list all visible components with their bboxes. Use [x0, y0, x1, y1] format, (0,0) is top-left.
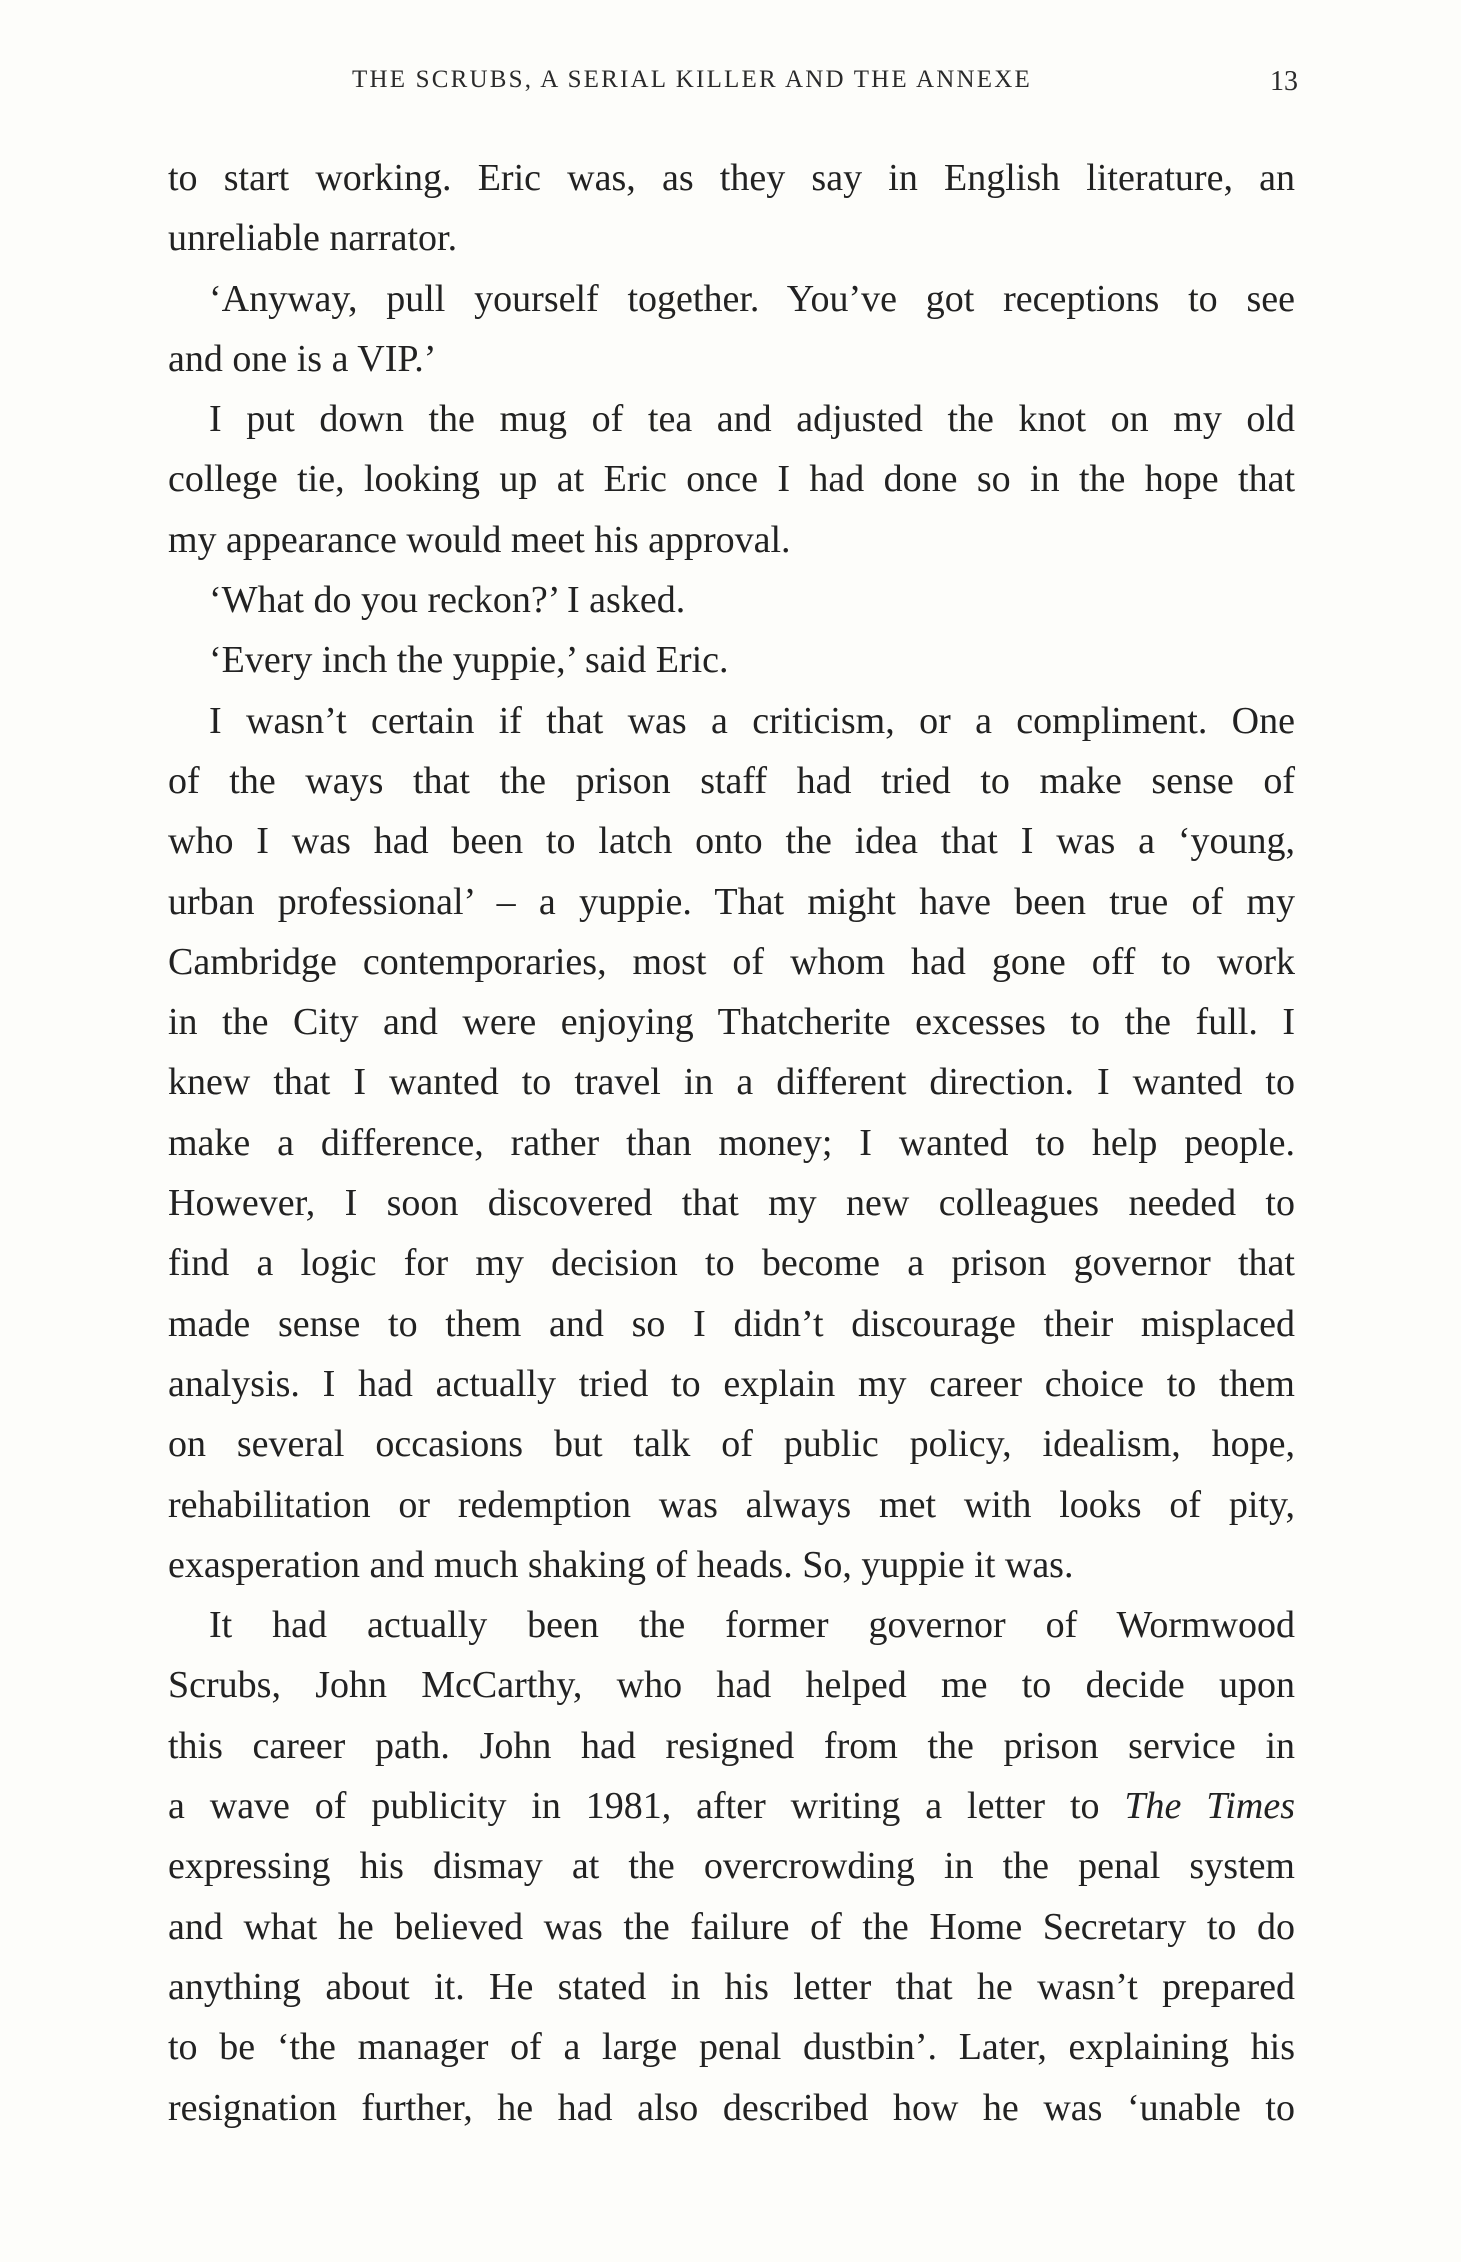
text-line: ‘What do you reckon?’ I asked.	[209, 579, 686, 622]
text-line: to be ‘the manager of a large penal dustbin’. Later, explaining his	[168, 2026, 1295, 2069]
paragraph	[168, 148, 1295, 269]
text-line	[168, 1776, 1295, 1836]
text-line: anything about it. He stated in his letter that he wasn’t prepared	[168, 1965, 1295, 2008]
text-line: this career path. John had resigned from the prison service in	[168, 1724, 1295, 1767]
paragraph	[168, 1595, 1295, 2138]
paragraph	[168, 269, 1295, 390]
running-title: THE SCRUBS, A SERIAL KILLER AND THE ANNEXE	[352, 66, 1032, 93]
text-line: ‘Every inch the yuppie,’ said Eric.	[209, 639, 729, 682]
page-number: 13	[1270, 66, 1298, 97]
text-line: unreliable narrator.	[168, 217, 458, 260]
text-line: to start working. Eric was, as they say in English literature, an	[168, 157, 1295, 199]
text-line: make a difference, rather than money; I wanted to help people.	[168, 1121, 1295, 1164]
text-line: expressing his dismay at the overcrowding in the penal system	[168, 1845, 1295, 1888]
text-segment: a wave of publicity in 1981, after writing a letter to	[168, 1785, 1125, 1828]
italic-title: The Times	[1124, 1785, 1295, 1828]
text-line: I wasn’t certain if that was a criticism, or a compliment. One	[209, 699, 1295, 742]
text-line: Scrubs, John McCarthy, who had helped me to decide upon	[168, 1664, 1295, 1707]
paragraph	[168, 691, 1295, 1595]
text-line: analysis. I had actually tried to explain my career choice to them	[168, 1362, 1295, 1405]
text-line: made sense to them and so I didn’t discourage their misplaced	[168, 1302, 1295, 1345]
text-line: Cambridge contemporaries, most of whom had gone off to work	[168, 940, 1295, 983]
running-header	[0, 66, 1461, 110]
paragraph	[168, 570, 1295, 630]
text-line: rehabilitation or redemption was always met with looks of pity,	[168, 1483, 1295, 1526]
text-line: It had actually been the former governor of Wormwood	[209, 1604, 1295, 1647]
text-line: and one is a VIP.’	[168, 337, 437, 380]
text-line: and what he believed was the failure of the Home Secretary to do	[168, 1905, 1295, 1948]
text-line: ‘Anyway, pull yourself together. You’ve got receptions to see	[209, 277, 1295, 320]
text-line: urban professional’ – a yuppie. That might have been true of my	[168, 880, 1295, 923]
text-line: in the City and were enjoying Thatcherite excesses to the full. I	[168, 1001, 1295, 1044]
paragraph	[168, 630, 1295, 690]
text-line: of the ways that the prison staff had tried to make sense of	[168, 759, 1295, 802]
text-line: However, I soon discovered that my new colleagues needed to	[168, 1182, 1295, 1225]
text-line: resignation further, he had also described how he was ‘unable to	[168, 2086, 1295, 2129]
page-body	[168, 148, 1295, 2138]
text-line: I put down the mug of tea and adjusted the knot on my old	[209, 398, 1295, 441]
text-line: on several occasions but talk of public policy, idealism, hope,	[168, 1423, 1295, 1466]
text-line: my appearance would meet his approval.	[168, 518, 791, 561]
text-line: knew that I wanted to travel in a different direction. I wanted to	[168, 1061, 1295, 1104]
text-line: find a logic for my decision to become a prison governor that	[168, 1242, 1295, 1285]
text-line: exasperation and much shaking of heads. So, yuppie it was.	[168, 1543, 1074, 1586]
text-line: college tie, looking up at Eric once I had done so in the hope that	[168, 458, 1295, 501]
paragraph	[168, 389, 1295, 570]
text-line: who I was had been to latch onto the idea that I was a ‘young,	[168, 820, 1295, 863]
